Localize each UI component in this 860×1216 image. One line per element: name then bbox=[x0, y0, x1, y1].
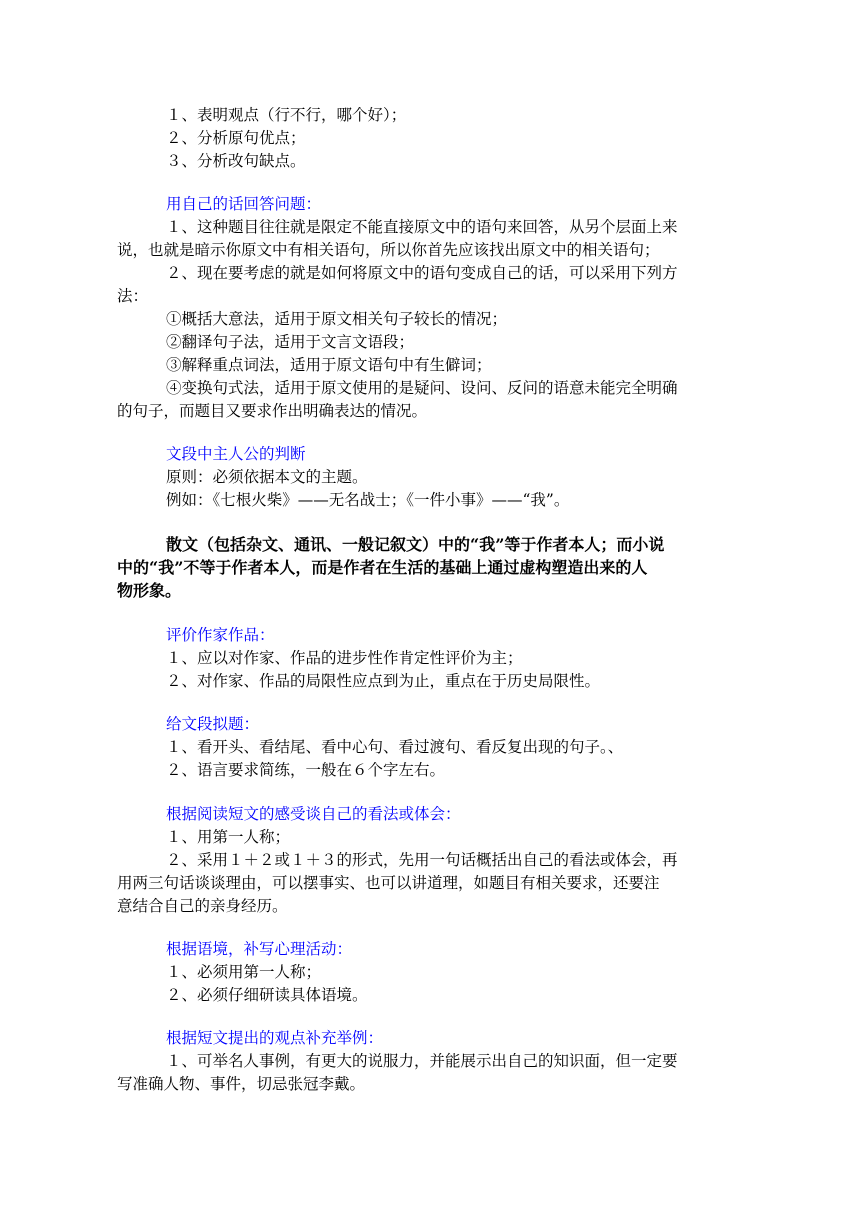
section-heading: 根据阅读短文的感受谈自己的看法或体会： bbox=[166, 805, 461, 823]
paragraph-line: ２、现在要考虑的就是如何将原文中的语句变成自己的话，可以采用下列方 bbox=[166, 264, 678, 282]
paragraph-line: １、必须用第一人称； bbox=[166, 963, 322, 981]
paragraph-line: 法： bbox=[117, 287, 149, 305]
paragraph-line: １、应以对作家、作品的进步性作肯定性评价为主； bbox=[166, 649, 523, 667]
intro-line-2: ２、分析原句优点； bbox=[166, 129, 306, 147]
paragraph-line: 原则：必须依据本文的主题。 bbox=[166, 468, 368, 486]
paragraph-line: 例如：《七根火柴》——无名战士；《一件小事》——“我”。 bbox=[166, 491, 570, 509]
paragraph-line: ③解释重点词法，适用于原文语句中有生僻词； bbox=[166, 356, 492, 374]
paragraph-line: 说，也就是暗示你原文中有相关语句，所以你首先应该找出原文中的相关语句； bbox=[117, 241, 660, 259]
section-heading: 评价作家作品： bbox=[166, 626, 275, 644]
paragraph-line: １、这种题目往往就是限定不能直接原文中的语句来回答，从另个层面上来 bbox=[166, 218, 678, 236]
paragraph-line: １、可举名人事例，有更大的说服力，并能展示出自己的知识面，但一定要 bbox=[166, 1052, 678, 1070]
paragraph-line: ①概括大意法，适用于原文相关句子较长的情况； bbox=[166, 310, 508, 328]
bold-paragraph-line: 物形象。 bbox=[117, 581, 182, 600]
section-heading: 给文段拟题： bbox=[166, 715, 260, 733]
section-heading: 根据短文提出的观点补充举例： bbox=[166, 1029, 384, 1047]
paragraph-line: 的句子，而题目又要求作出明确表达的情况。 bbox=[117, 402, 428, 420]
paragraph-line: ２、对作家、作品的局限性应点到为止，重点在于历史局限性。 bbox=[166, 672, 601, 690]
paragraph-line: ２、必须仔细研读具体语境。 bbox=[166, 986, 368, 1004]
paragraph-line: ２、采用１＋２或１＋３的形式，先用一句话概括出自己的看法或体会，再 bbox=[166, 851, 678, 869]
bold-paragraph-line: 中的“我”不等于作者本人，而是作者在生活的基础上通过虚构塑造出来的人 bbox=[117, 558, 648, 577]
section-heading: 根据语境，补写心理活动： bbox=[166, 940, 353, 958]
paragraph-line: １、看开头、看结尾、看中心句、看过渡句、看反复出现的句子。、 bbox=[166, 738, 624, 756]
paragraph-line: ④变换句式法，适用于原文使用的是疑问、设问、反问的语意未能完全明确 bbox=[166, 379, 678, 397]
paragraph-line: ②翻译句子法，适用于文言文语段； bbox=[166, 333, 415, 351]
intro-line-3: ３、分析改句缺点。 bbox=[166, 152, 306, 170]
bold-paragraph-line: 散文（包括杂文、通讯、一般记叙文）中的“我”等于作者本人；而小说 bbox=[166, 535, 665, 554]
section-heading: 文段中主人公的判断 bbox=[166, 445, 306, 463]
section-heading: 用自己的话回答问题： bbox=[166, 195, 322, 213]
paragraph-line: ２、语言要求简练，一般在６个字左右。 bbox=[166, 761, 446, 779]
paragraph-line: 写准确人物、事件，切忌张冠李戴。 bbox=[117, 1075, 366, 1093]
paragraph-line: 用两三句话谈谈理由，可以摆事实、也可以讲道理，如题目有相关要求，还要注 bbox=[117, 874, 660, 892]
intro-line-1: １、表明观点（行不行，哪个好）； bbox=[166, 106, 407, 124]
paragraph-line: １、用第一人称； bbox=[166, 828, 291, 846]
paragraph-line: 意结合自己的亲身经历。 bbox=[117, 897, 288, 915]
